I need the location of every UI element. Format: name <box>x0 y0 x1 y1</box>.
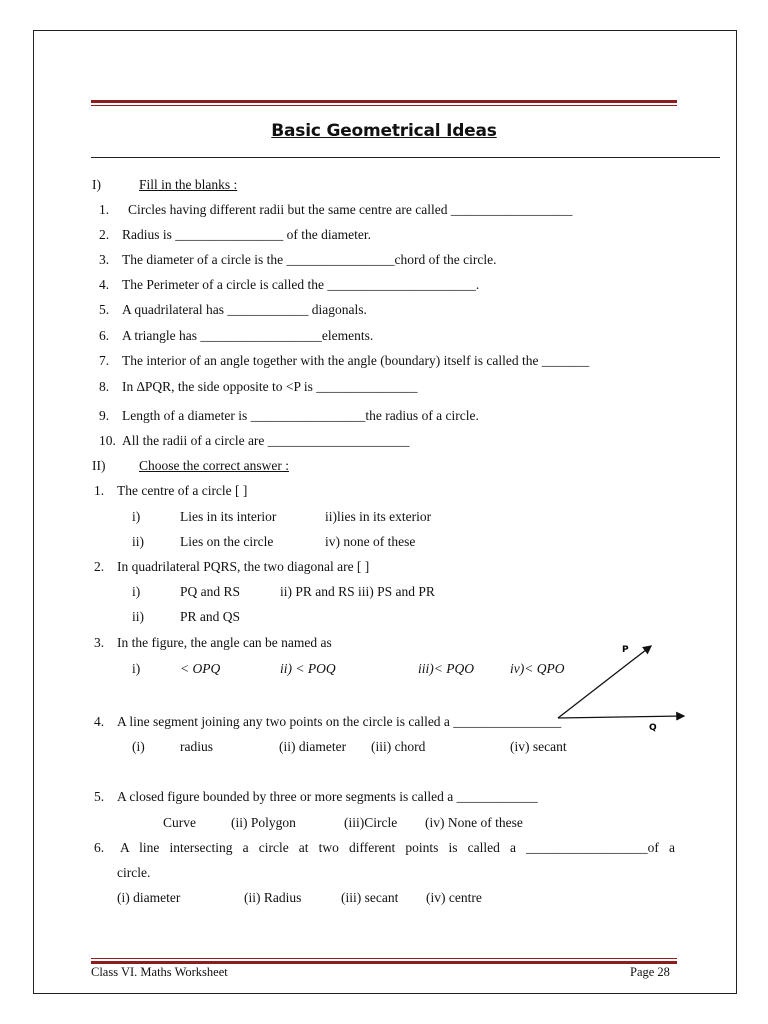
mcq-option: (i) diameter <box>117 890 181 905</box>
mcq-option: (iv) None of these <box>425 815 523 830</box>
mcq-option: PQ and RS <box>180 584 241 599</box>
mcq-option: ii)lies in its exterior <box>325 509 432 524</box>
mcq-number: 2. <box>94 559 105 574</box>
fill-item-text: The diameter of a circle is the ________________chord of the circle. <box>122 252 497 267</box>
fill-item-text: Circles having different radii but the same centre are called __________________ <box>128 202 573 217</box>
mcq-option: (iv) centre <box>426 890 482 905</box>
mcq-number: 6. <box>94 840 105 855</box>
page-title: Basic Geometrical Ideas <box>271 121 497 141</box>
mcq-option: Lies on the circle <box>180 534 274 549</box>
fill-item-number: 6. <box>99 328 110 343</box>
ray-oq <box>558 716 684 718</box>
section1-numeral: I) <box>92 177 101 192</box>
mcq-number: 5. <box>94 789 105 804</box>
mcq-question: A line segment joining any two points on the circle is called a ________________ <box>117 714 562 729</box>
mcq-option: Lies in its interior <box>180 509 277 524</box>
fill-item-text: Radius is ________________ of the diameter. <box>122 227 371 242</box>
fill-item-number: 10. <box>99 433 116 448</box>
fill-item-number: 2. <box>99 227 110 242</box>
header-rule <box>91 100 677 106</box>
section2-heading: Choose the correct answer : <box>139 458 289 473</box>
mcq-option: ii) < POQ <box>280 661 336 676</box>
fill-item-number: 1. <box>99 202 110 217</box>
mcq-option: (iii) secant <box>341 890 399 905</box>
fill-item-text: In ∆PQR, the side opposite to <P is _______________ <box>122 379 418 394</box>
footer-page-number: Page 28 <box>630 965 670 979</box>
mcq-option: (ii) diameter <box>279 739 347 754</box>
point-p-label: P <box>622 645 629 655</box>
mcq-question: A line intersecting a circle at two different points is called a __________________of a <box>120 840 675 855</box>
mcq-option: iv) none of these <box>325 534 416 549</box>
mcq-number: 3. <box>94 635 105 650</box>
fill-item-text: All the radii of a circle are _____________________ <box>122 433 410 448</box>
mcq-option-label: i) <box>132 584 141 599</box>
mcq-number: 4. <box>94 714 105 729</box>
fill-item-number: 7. <box>99 353 110 368</box>
fill-item-text: The Perimeter of a circle is called the ______________________. <box>122 277 480 292</box>
section2-numeral: II) <box>92 458 106 473</box>
footer-rule <box>91 958 677 964</box>
mcq-number: 1. <box>94 483 105 498</box>
mcq-option: PR and QS <box>180 609 241 624</box>
mcq-question: A closed figure bounded by three or more segments is called a ____________ <box>117 789 538 804</box>
mcq-option: Curve <box>163 815 196 830</box>
mcq-option-label: ii) <box>132 534 144 549</box>
fill-item-number: 9. <box>99 408 110 423</box>
fill-item-number: 4. <box>99 277 110 292</box>
mcq-question: The centre of a circle [ ] <box>117 483 248 498</box>
mcq-option: iv)< QPO <box>510 661 565 676</box>
angle-figure <box>548 640 698 740</box>
title-underline-rule <box>91 157 720 158</box>
mcq-option-label: ii) <box>132 609 144 624</box>
mcq-option: (ii) Radius <box>244 890 302 905</box>
mcq-option-label: (i) <box>132 739 145 754</box>
fill-item-text: Length of a diameter is _________________the radius of a circle. <box>122 408 479 423</box>
mcq-question-continuation: circle. <box>117 865 151 880</box>
fill-item-number: 3. <box>99 252 110 267</box>
mcq-option: (ii) Polygon <box>231 815 296 830</box>
section1-heading: Fill in the blanks : <box>139 177 238 192</box>
mcq-question: In quadrilateral PQRS, the two diagonal are [ ] <box>117 559 370 574</box>
mcq-option: < OPQ <box>180 661 221 676</box>
mcq-option: ii) PR and RS iii) PS and PR <box>280 584 435 599</box>
fill-item-number: 5. <box>99 302 110 317</box>
fill-item-text: A triangle has __________________elements. <box>122 328 374 343</box>
fill-item-text: The interior of an angle together with the angle (boundary) itself is called the _______ <box>122 353 590 368</box>
mcq-option-label: i) <box>132 661 141 676</box>
fill-item-text: A quadrilateral has ____________ diagonals. <box>122 302 367 317</box>
footer-left: Class VI. Maths Worksheet <box>91 965 228 979</box>
mcq-option: (iv) secant <box>510 739 567 754</box>
mcq-option: (iii)Circle <box>344 815 398 830</box>
ray-op <box>558 646 651 718</box>
mcq-option: iii)< PQO <box>418 661 474 676</box>
fill-item-number: 8. <box>99 379 110 394</box>
point-q-label: Q <box>649 723 657 733</box>
mcq-option-label: i) <box>132 509 141 524</box>
mcq-option: radius <box>180 739 213 754</box>
mcq-question: In the figure, the angle can be named as <box>117 635 332 650</box>
mcq-option: (iii) chord <box>371 739 426 754</box>
